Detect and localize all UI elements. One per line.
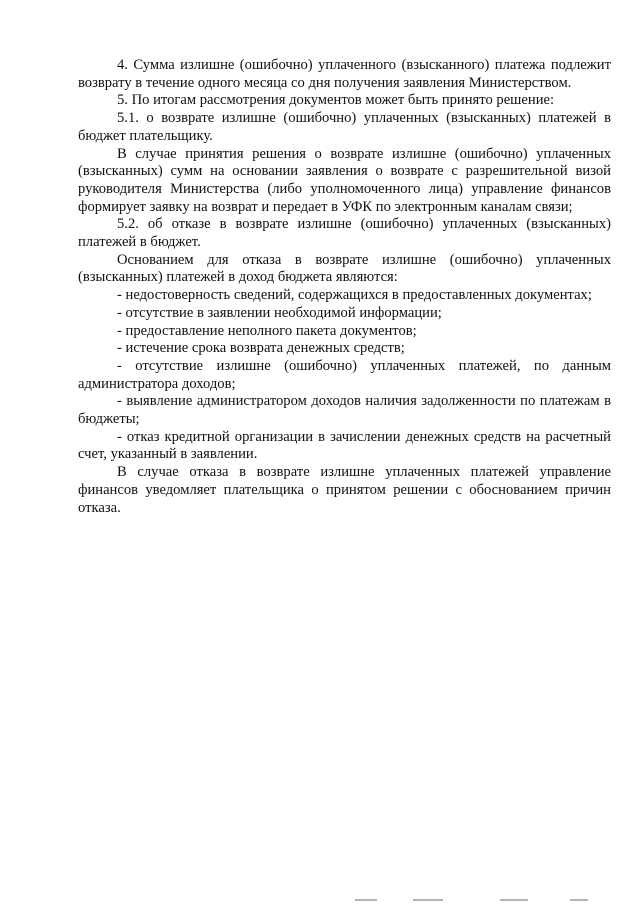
list-item: - отказ кредитной организации в зачислении денежных средств на расчетный счет, указанный в заявлении. <box>78 428 611 463</box>
paragraph-refund-term: 4. Сумма излишне (ошибочно) уплаченного (взысканного) платежа подлежит возврату в течение одного месяца со дня получения заявления Министерством. <box>78 57 611 91</box>
paragraph-decision-intro: 5. По итогам рассмотрения документов может быть принято решение: <box>117 92 555 109</box>
list-item: - отсутствие в заявлении необходимой информации; <box>117 304 442 321</box>
list-item: - отсутствие излишне (ошибочно) уплаченных платежей, по данным администратора доходов; <box>78 357 611 392</box>
paragraph-refusal-grounds: Основанием для отказа в возврате излишне (ошибочно) уплаченных (взысканных) платежей в доход бюджета являются: <box>78 251 611 286</box>
paragraph-decision-refund: 5.1. о возврате излишне (ошибочно) уплаченных (взысканных) платежей в бюджет плательщику. <box>78 110 611 144</box>
document-body <box>78 57 611 517</box>
list-item: - выявление администратором доходов наличия задолженности по платежам в бюджеты; <box>78 393 611 428</box>
scan-artifact-marks <box>355 899 615 903</box>
list-item: - истечение срока возврата денежных средств; <box>117 340 405 357</box>
paragraph-decision-refusal: 5.2. об отказе в возврате излишне (ошибочно) уплаченных (взысканных) платежей в бюджет. <box>78 216 611 251</box>
list-item: - предоставление неполного пакета документов; <box>117 322 417 339</box>
paragraph-refusal-notice: В случае отказа в возврате излишне уплаченных платежей управление финансов уведомляет плательщика о принятом решении с обоснованием причин отказа. <box>78 464 611 516</box>
paragraph-refund-procedure: В случае принятия решения о возврате излишне (ошибочно) уплаченных (взысканных) сумм на основании заявления о возврате с разрешительной визой руководителя Министерства (либо уполномоченного лица) управление финансов формирует заявку на возврат и передает в УФК по электронным каналам связи; <box>78 145 611 215</box>
list-item: - недостоверность сведений, содержащихся в предоставленных документах; <box>117 287 592 304</box>
